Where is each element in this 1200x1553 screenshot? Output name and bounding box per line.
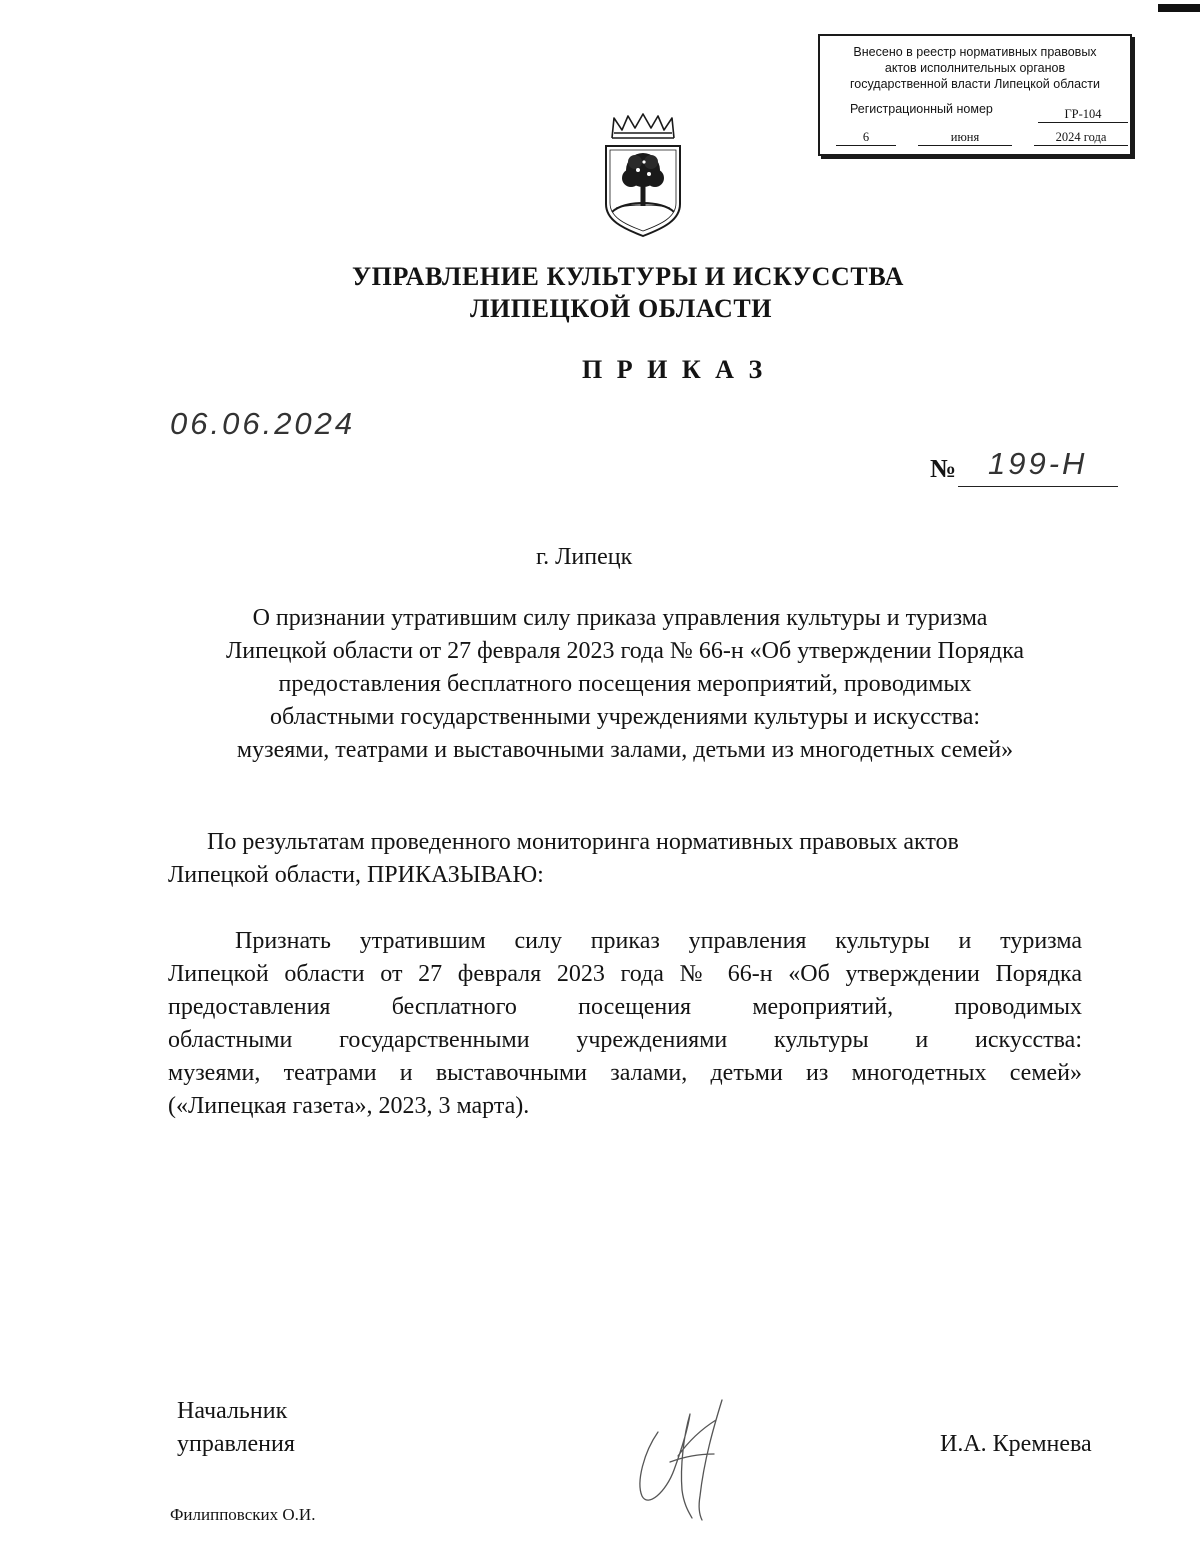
stamp-line: актов исполнительных органов bbox=[884, 61, 1066, 75]
title-line: музеями, театрами и выставочными залами, детьми из многодетных семей» bbox=[236, 737, 1014, 763]
organization-name-line2: ЛИПЕЦКОЙ ОБЛАСТИ bbox=[470, 294, 773, 323]
stamp-reg-label: Регистрационный номер bbox=[850, 102, 993, 116]
document-type-title: П Р И К А З bbox=[582, 355, 767, 384]
city: г. Липецк bbox=[536, 544, 633, 570]
body-line: Липецкой области от 27 февраля 2023 года № 66-н «Об утверждении Порядка bbox=[168, 961, 1082, 987]
title-line: предоставления бесплатного посещения мероприятий, проводимых bbox=[278, 671, 972, 697]
handwritten-signature bbox=[630, 1396, 740, 1524]
corner-mark bbox=[1158, 4, 1200, 12]
order-number-label: № bbox=[930, 454, 957, 483]
organization-name-line1: УПРАВЛЕНИЕ КУЛЬТУРЫ И ИСКУССТВА bbox=[352, 262, 905, 291]
stamp-year: 2024 года bbox=[1034, 130, 1128, 146]
preamble-line: Липецкой области, ПРИКАЗЫВАЮ: bbox=[168, 862, 544, 888]
body-line: («Липецкая газета», 2023, 3 марта). bbox=[168, 1093, 530, 1119]
stamp-line: Внесено в реестр нормативных правовых bbox=[853, 45, 1097, 59]
stamp-day: 6 bbox=[836, 130, 896, 146]
coat-of-arms-emblem bbox=[602, 112, 684, 240]
stamp-month: июня bbox=[918, 130, 1012, 146]
stamp-reg-number: ГР-104 bbox=[1038, 107, 1128, 123]
title-line: Липецкой области от 27 февраля 2023 года № 66-н «Об утверждении Порядка bbox=[225, 638, 1025, 664]
body-line: музеями, театрами и выставочными залами, детьми из многодетных семей» bbox=[168, 1060, 1082, 1086]
body-line: предоставления бесплатного посещения мероприятий, проводимых bbox=[168, 994, 1082, 1020]
stamp-line: государственной власти Липецкой области bbox=[849, 77, 1101, 91]
body-line: областными государственными учреждениями культуры и искусства: bbox=[168, 1027, 1082, 1053]
signatory-position: Начальник bbox=[177, 1398, 288, 1424]
executor-name: Филипповских О.И. bbox=[170, 1505, 316, 1524]
title-line: О признании утратившим силу приказа управления культуры и туризма bbox=[252, 605, 988, 631]
order-date: 06.06.2024 bbox=[170, 406, 356, 441]
signatory-position: управления bbox=[177, 1431, 295, 1457]
order-number: 199-Н bbox=[988, 446, 1088, 481]
body-line: Признать утратившим силу приказ управления культуры и туризма bbox=[235, 928, 1082, 954]
signatory-name: И.А. Кремнева bbox=[940, 1431, 1092, 1457]
registry-stamp bbox=[818, 34, 1132, 156]
title-line: областными государственными учреждениями культуры и искусства: bbox=[269, 704, 981, 730]
order-number-underline bbox=[958, 486, 1118, 487]
preamble-line: По результатам проведенного мониторинга нормативных правовых актов bbox=[207, 829, 959, 855]
